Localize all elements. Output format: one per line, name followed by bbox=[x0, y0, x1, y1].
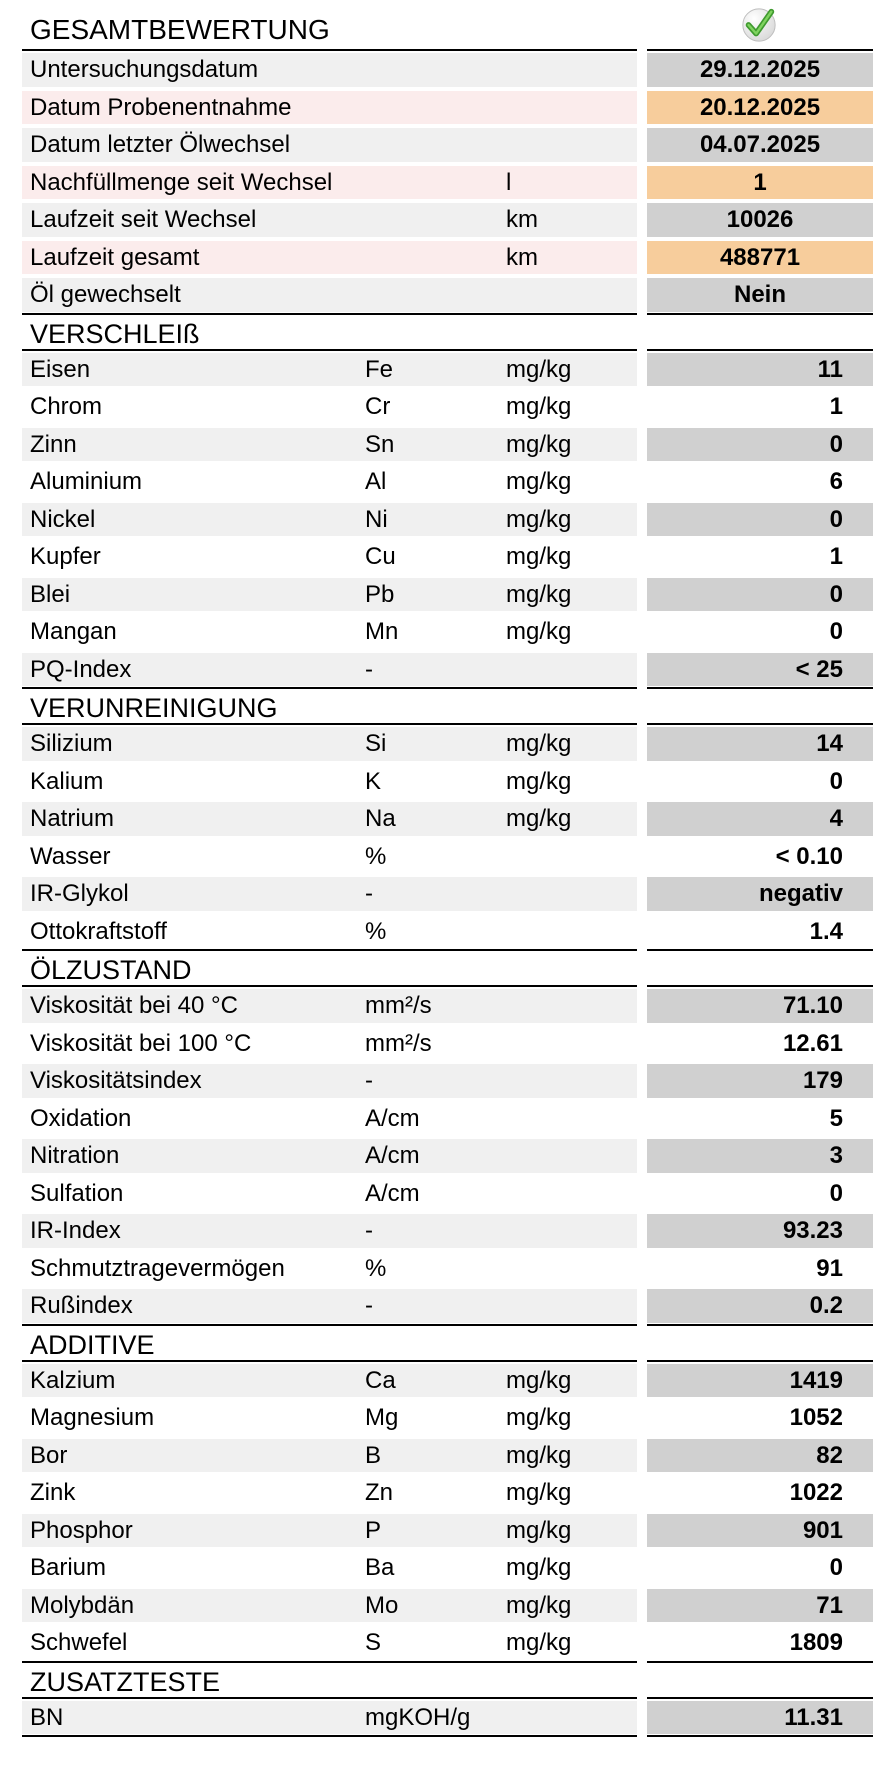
row-label: Phosphor bbox=[30, 1516, 133, 1544]
row-label: Bor bbox=[30, 1441, 68, 1469]
row-unit: km bbox=[506, 243, 538, 271]
row-label: Datum letzter Ölwechsel bbox=[30, 131, 291, 158]
row-value: 1809 bbox=[789, 1629, 843, 1656]
row-unit: mg/kg bbox=[506, 543, 572, 570]
row-symbol: Mg bbox=[365, 1404, 399, 1431]
row-unit: mg/kg bbox=[506, 1479, 572, 1506]
row-laufzeit-gesamt bbox=[22, 239, 873, 277]
row-symbol: % bbox=[365, 1254, 387, 1282]
row-value: 0 bbox=[829, 1179, 843, 1207]
row-value: 1 bbox=[829, 543, 843, 570]
row-symbol: Mo bbox=[365, 1591, 399, 1619]
row-symbol: K bbox=[365, 767, 382, 795]
row-unit: mg/kg bbox=[506, 1441, 572, 1469]
row-value: 0 bbox=[829, 430, 843, 458]
row-unit: mg/kg bbox=[506, 355, 572, 383]
row-unit: mg/kg bbox=[506, 580, 572, 608]
row-value: 29.12.2025 bbox=[699, 56, 821, 83]
row-label: Molybdän bbox=[30, 1591, 135, 1619]
row-unit: mg/kg bbox=[506, 505, 572, 533]
row-value: Nein bbox=[733, 281, 786, 308]
row-label: Silizium bbox=[30, 730, 113, 757]
row-value: 14 bbox=[816, 730, 843, 757]
row-unit: mg/kg bbox=[506, 767, 572, 795]
row-verschleiss-5 bbox=[22, 538, 873, 576]
row-verschleiss-7 bbox=[22, 613, 873, 651]
row-symbol: P bbox=[365, 1516, 382, 1544]
row-additive-7 bbox=[22, 1624, 873, 1662]
section-verschleiss bbox=[22, 351, 873, 689]
row-symbol: - bbox=[365, 1292, 373, 1319]
row-symbol: - bbox=[365, 880, 373, 907]
row-label: Zink bbox=[30, 1479, 76, 1506]
row-label: Chrom bbox=[30, 393, 103, 420]
row-verschleiss-4 bbox=[22, 501, 873, 539]
section-verunreinigung bbox=[22, 725, 873, 950]
row-additive-4 bbox=[22, 1512, 873, 1550]
row-verschleiss-0 bbox=[22, 351, 873, 389]
row-value: 901 bbox=[802, 1516, 843, 1544]
row-symbol: Si bbox=[365, 730, 387, 757]
row-label: Wasser bbox=[30, 842, 111, 870]
row-value: 0.2 bbox=[809, 1292, 843, 1319]
row-verschleiss-2 bbox=[22, 426, 873, 464]
row-value: 11 bbox=[817, 355, 843, 383]
row-symbol: - bbox=[365, 1067, 373, 1094]
row-value: 10026 bbox=[726, 206, 794, 233]
row-oelzustand-6 bbox=[22, 1212, 873, 1250]
row-oelzustand-5 bbox=[22, 1175, 873, 1213]
row-value: < 25 bbox=[795, 655, 843, 683]
row-verunreinigung-2 bbox=[22, 800, 873, 838]
row-verunreinigung-5 bbox=[22, 913, 873, 951]
row-label: Kalzium bbox=[30, 1366, 116, 1394]
row-datum-letzter-oelwechsel bbox=[22, 126, 873, 164]
row-additive-0 bbox=[22, 1362, 873, 1400]
section-header-oelzustand bbox=[22, 950, 873, 987]
row-oel-gewechselt bbox=[22, 276, 873, 314]
row-value: 0 bbox=[829, 767, 843, 795]
row-additive-3 bbox=[22, 1474, 873, 1512]
row-label: Rußindex bbox=[30, 1292, 133, 1319]
row-value: 11.31 bbox=[784, 1703, 843, 1731]
row-zusatzteste-0 bbox=[22, 1699, 873, 1737]
row-symbol: Cr bbox=[365, 393, 391, 420]
row-value: < 0.10 bbox=[775, 842, 843, 870]
row-label: Sulfation bbox=[30, 1179, 124, 1207]
section-header-zusatzteste bbox=[22, 1662, 873, 1699]
row-symbol: Fe bbox=[365, 355, 394, 383]
row-unit: mg/kg bbox=[506, 805, 572, 832]
row-label: Viskosität bei 100 °C bbox=[30, 1029, 252, 1057]
row-unit: mg/kg bbox=[506, 1366, 572, 1394]
row-unit: mg/kg bbox=[506, 1591, 572, 1619]
row-value: 1.4 bbox=[809, 917, 843, 945]
row-label: BN bbox=[30, 1703, 64, 1731]
row-laufzeit-seit-wechsel bbox=[22, 201, 873, 239]
row-symbol: Zn bbox=[365, 1479, 394, 1506]
row-value: 179 bbox=[802, 1067, 843, 1094]
checkmark-icon bbox=[740, 6, 778, 44]
section-title: ÖLZUSTAND bbox=[30, 955, 192, 985]
row-value: 3 bbox=[829, 1142, 843, 1169]
row-symbol: Mn bbox=[365, 618, 399, 645]
row-verschleiss-1 bbox=[22, 388, 873, 426]
row-value: 1419 bbox=[789, 1366, 843, 1394]
row-label: IR-Index bbox=[30, 1217, 121, 1244]
row-value: 1052 bbox=[789, 1404, 843, 1431]
oil-analysis-report bbox=[22, 4, 873, 1736]
row-value: 0 bbox=[829, 580, 843, 608]
row-value: 93.23 bbox=[782, 1217, 843, 1244]
row-value: negativ bbox=[758, 880, 843, 907]
row-symbol: Ca bbox=[365, 1366, 396, 1394]
row-unit: mg/kg bbox=[506, 1554, 572, 1581]
row-nachfuellmenge bbox=[22, 164, 873, 202]
row-label: Ottokraftstoff bbox=[30, 917, 167, 945]
row-value: 71.10 bbox=[782, 992, 843, 1019]
row-unit: mg/kg bbox=[506, 393, 572, 420]
row-value: 6 bbox=[829, 468, 843, 495]
row-label: Oxidation bbox=[30, 1104, 132, 1132]
section-title: ADDITIVE bbox=[30, 1329, 155, 1360]
row-label: Zinn bbox=[30, 430, 77, 458]
row-label: Nickel bbox=[30, 505, 96, 533]
row-value: 488771 bbox=[719, 243, 801, 271]
row-value: 04.07.2025 bbox=[699, 131, 821, 158]
row-symbol: Sn bbox=[365, 430, 395, 458]
row-verunreinigung-1 bbox=[22, 763, 873, 801]
row-unit: mg/kg bbox=[506, 430, 572, 458]
row-symbol: % bbox=[365, 917, 387, 945]
section-header-additive bbox=[22, 1325, 873, 1362]
section-title: VERSCHLEIß bbox=[30, 318, 200, 349]
row-value: 71 bbox=[816, 1591, 843, 1619]
row-value: 91 bbox=[816, 1254, 843, 1282]
row-oelzustand-0 bbox=[22, 987, 873, 1025]
row-value: 0 bbox=[829, 1554, 843, 1581]
row-additive-6 bbox=[22, 1587, 873, 1625]
row-label: Viskositätsindex bbox=[30, 1067, 202, 1094]
row-label: PQ-Index bbox=[30, 655, 132, 683]
row-label: IR-Glykol bbox=[30, 880, 129, 907]
row-symbol: A/cm bbox=[365, 1104, 420, 1132]
row-verunreinigung-4 bbox=[22, 875, 873, 913]
row-symbol: Cu bbox=[365, 543, 396, 570]
row-label: Laufzeit seit Wechsel bbox=[30, 206, 257, 233]
row-label: Öl gewechselt bbox=[30, 281, 181, 308]
row-additive-2 bbox=[22, 1437, 873, 1475]
section-title: VERUNREINIGUNG bbox=[30, 693, 278, 723]
row-value: 1022 bbox=[789, 1479, 843, 1506]
row-label: Aluminium bbox=[30, 468, 143, 495]
row-value: 4 bbox=[829, 805, 843, 832]
row-label: Viskosität bei 40 °C bbox=[30, 992, 238, 1019]
row-value: 1 bbox=[753, 168, 767, 196]
row-verunreinigung-0 bbox=[22, 725, 873, 763]
row-unit: l bbox=[506, 168, 512, 196]
row-additive-1 bbox=[22, 1399, 873, 1437]
row-value: 5 bbox=[829, 1104, 843, 1132]
row-symbol: mgKOH/g bbox=[365, 1703, 471, 1731]
row-verunreinigung-3 bbox=[22, 838, 873, 876]
row-label: Mangan bbox=[30, 618, 117, 645]
row-symbol: mm²/s bbox=[365, 1029, 432, 1057]
row-label: Schwefel bbox=[30, 1629, 128, 1656]
section-zusatzteste bbox=[22, 1699, 873, 1737]
row-unit: mg/kg bbox=[506, 730, 572, 757]
row-value: 20.12.2025 bbox=[699, 93, 821, 121]
row-verschleiss-3 bbox=[22, 463, 873, 501]
row-oelzustand-8 bbox=[22, 1287, 873, 1325]
row-unit: mg/kg bbox=[506, 1516, 572, 1544]
row-label: Nitration bbox=[30, 1142, 120, 1169]
row-symbol: A/cm bbox=[365, 1179, 420, 1207]
row-unit: mg/kg bbox=[506, 468, 572, 495]
section-header-verunreinigung bbox=[22, 688, 873, 725]
row-label: Barium bbox=[30, 1554, 107, 1581]
row-symbol: mm²/s bbox=[365, 992, 432, 1019]
row-value: 12.61 bbox=[782, 1029, 843, 1057]
section-header-gesamtbewertung bbox=[22, 4, 873, 51]
row-symbol: A/cm bbox=[365, 1142, 420, 1169]
section-additive bbox=[22, 1362, 873, 1662]
row-oelzustand-1 bbox=[22, 1025, 873, 1063]
row-label: Natrium bbox=[30, 805, 115, 832]
row-oelzustand-2 bbox=[22, 1062, 873, 1100]
row-label: Eisen bbox=[30, 355, 91, 383]
row-value: 1 bbox=[829, 393, 843, 420]
row-symbol: S bbox=[365, 1629, 382, 1656]
row-unit: km bbox=[506, 206, 538, 233]
row-oelzustand-4 bbox=[22, 1137, 873, 1175]
row-symbol: B bbox=[365, 1441, 382, 1469]
section-oelzustand bbox=[22, 987, 873, 1325]
row-label: Magnesium bbox=[30, 1404, 155, 1431]
row-label: Schmutztragevermögen bbox=[30, 1254, 285, 1282]
row-symbol: Ba bbox=[365, 1554, 395, 1581]
row-additive-5 bbox=[22, 1549, 873, 1587]
row-label: Kupfer bbox=[30, 543, 101, 570]
row-untersuchungsdatum bbox=[22, 51, 873, 89]
row-unit: mg/kg bbox=[506, 1404, 572, 1431]
row-unit: mg/kg bbox=[506, 618, 572, 645]
row-label: Laufzeit gesamt bbox=[30, 243, 200, 271]
section-title: ZUSATZTESTE bbox=[30, 1666, 221, 1697]
row-value: 0 bbox=[829, 618, 843, 645]
row-symbol: - bbox=[365, 1217, 373, 1244]
row-label: Untersuchungsdatum bbox=[30, 56, 259, 83]
row-symbol: % bbox=[365, 842, 387, 870]
row-symbol: Ni bbox=[365, 505, 388, 533]
row-label: Kalium bbox=[30, 767, 104, 795]
row-label: Datum Probenentnahme bbox=[30, 93, 292, 121]
row-symbol: Na bbox=[365, 805, 396, 832]
row-symbol: Pb bbox=[365, 580, 395, 608]
row-label: Blei bbox=[30, 580, 71, 608]
row-value: 82 bbox=[816, 1441, 843, 1469]
section-title: GESAMTBEWERTUNG bbox=[30, 14, 330, 45]
row-symbol: Al bbox=[365, 468, 387, 495]
row-symbol: - bbox=[365, 655, 373, 683]
row-datum-probenentnahme bbox=[22, 89, 873, 127]
row-oelzustand-3 bbox=[22, 1100, 873, 1138]
row-unit: mg/kg bbox=[506, 1629, 572, 1656]
row-label: Nachfüllmenge seit Wechsel bbox=[30, 168, 333, 196]
section-header-verschleiss bbox=[22, 314, 873, 351]
row-oelzustand-7 bbox=[22, 1250, 873, 1288]
row-verschleiss-6 bbox=[22, 576, 873, 614]
row-value: 0 bbox=[829, 505, 843, 533]
row-verschleiss-8 bbox=[22, 651, 873, 689]
